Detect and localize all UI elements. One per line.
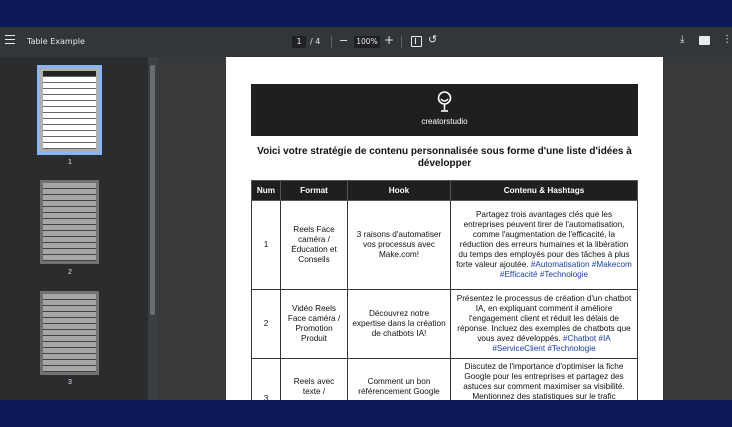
toolbar-divider	[331, 36, 332, 48]
page-thumbnail-3[interactable]	[40, 291, 99, 375]
page-number-input[interactable]: 1	[292, 36, 306, 48]
column-header-format: Format	[281, 181, 348, 201]
print-icon[interactable]	[699, 36, 710, 45]
content-text: Présentez le processus de création d'un chatbot IA, en expliquant comment il améliore l'engagement client et réduit les délais de réponse. Incluez des exemples de chatbots que vous avez développés.	[456, 294, 632, 343]
page-thumbnail-2[interactable]	[40, 180, 99, 264]
main-scrollbar[interactable]	[722, 57, 732, 400]
thumbnail-label: 2	[68, 269, 72, 276]
thumbnail-page-preview	[43, 71, 96, 149]
logo-text: creatorstudio	[421, 117, 468, 126]
sidebar-scrollbar[interactable]	[148, 57, 157, 400]
thumbnail-page-preview	[43, 183, 96, 261]
page-total: / 4	[310, 37, 321, 46]
column-header-num: Num	[252, 181, 281, 201]
thumbnail-page-preview	[43, 294, 96, 372]
cell-num: 3	[252, 359, 281, 401]
hashtags-text: #Automatisation #Makecom #Efficacité #Technologie	[499, 260, 632, 279]
menu-icon[interactable]	[5, 35, 15, 44]
cell-hook: Comment un bon référencement Google	[348, 359, 451, 401]
cell-num: 2	[252, 290, 281, 359]
logo-banner	[251, 84, 638, 136]
table-row	[252, 359, 638, 401]
thumbnail-label: 1	[68, 159, 72, 166]
cell-content	[451, 201, 638, 290]
bottom-border-band	[0, 400, 732, 427]
thumbnail-header-preview	[43, 71, 96, 76]
cell-content	[451, 359, 638, 401]
cell-content	[451, 290, 638, 359]
zoom-in-button[interactable]: +	[384, 33, 395, 47]
cell-hook: Découvrez notre expertise dans la création de chatbots IA!	[348, 290, 451, 359]
toolbar-divider	[401, 36, 402, 48]
content-text: Partagez trois avantages clés que les entreprises peuvent tirer de l'automatisation, comme l'augmentation de l'efficacité, la réduction des erreurs humaines et la libération du temps des employés pour des tâches à plus forte valeur ajoutée.	[456, 210, 630, 269]
thumbnail-sidebar	[0, 57, 157, 400]
cell-num: 1	[252, 201, 281, 290]
viewer-toolbar	[0, 27, 732, 57]
document-title: Table Example	[27, 37, 85, 46]
pdf-viewer	[0, 27, 732, 400]
content-table	[251, 180, 638, 400]
table-row	[252, 201, 638, 290]
column-header-hook: Hook	[348, 181, 451, 201]
cell-hook: 3 raisons d'automatiser vos processus avec Make.com!	[348, 201, 451, 290]
document-page	[226, 57, 663, 400]
hashtags-text: #Chatbot #IA #ServiceClient #Technologie	[492, 334, 611, 353]
cell-format: Vidéo Reels Face caméra / Promotion Produit	[281, 290, 348, 359]
thumbnail-label: 3	[68, 379, 72, 386]
download-icon[interactable]: ⤓	[680, 34, 685, 45]
column-header-content: Contenu & Hashtags	[451, 181, 638, 201]
content-text: Discutez de l'importance d'optimiser la fiche Google pour les entreprises et partagez des astuces sur comment maximiser sa visibilité. Mentionnez des statistiques sur le trafic	[463, 362, 625, 400]
table-row	[252, 290, 638, 359]
microphone-logo-icon	[436, 91, 453, 113]
more-options-icon[interactable]: ⋮	[722, 34, 732, 45]
table-header-row	[252, 181, 638, 201]
cell-format: Reels Face caméra / Éducation et Conseils	[281, 201, 348, 290]
rotate-icon[interactable]: ↺	[428, 33, 438, 46]
page-thumbnail-1[interactable]	[40, 68, 99, 152]
sidebar-scrollbar-thumb[interactable]	[150, 65, 155, 315]
zoom-out-button[interactable]: −	[339, 34, 349, 47]
zoom-level-input[interactable]: 100%	[354, 36, 380, 48]
top-border-band	[0, 0, 732, 27]
cell-format: Reels avec texte /	[281, 359, 348, 401]
document-heading: Voici votre stratégie de contenu personnalisée sous forme d'une liste d'idées à développer	[257, 146, 632, 169]
fit-to-page-icon[interactable]	[411, 36, 422, 47]
